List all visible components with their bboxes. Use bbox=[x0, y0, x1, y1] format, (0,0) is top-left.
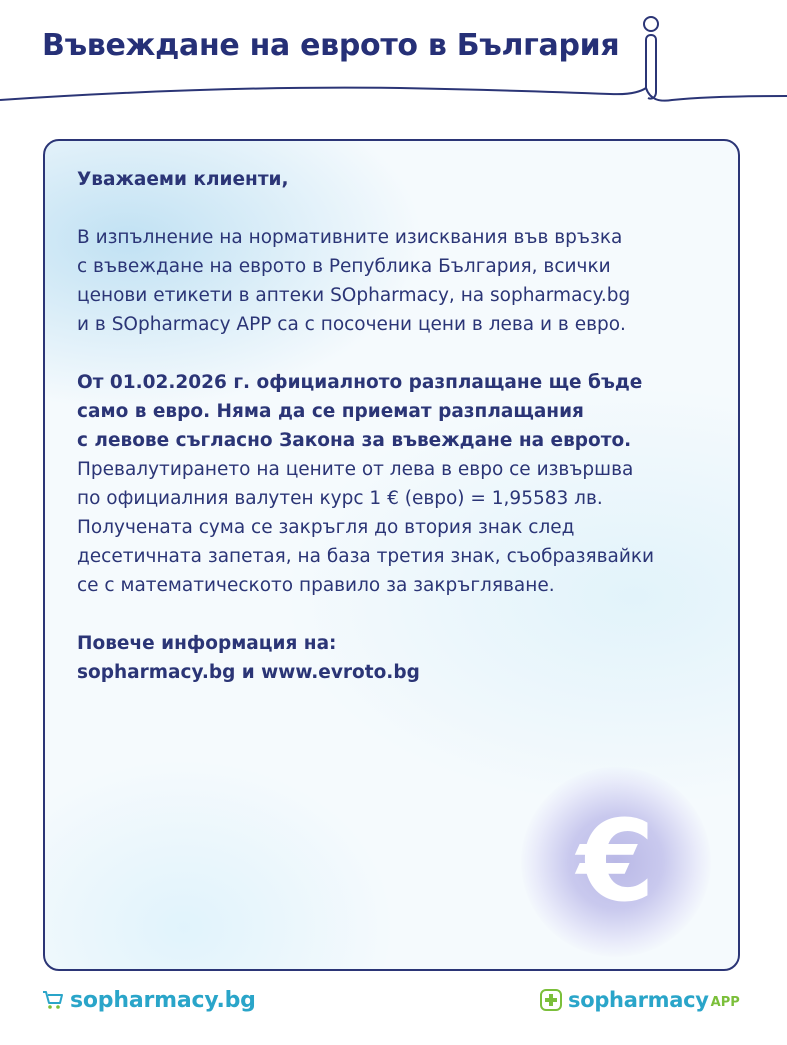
text-line: Получената сума се закръгля до втория знак след bbox=[77, 517, 575, 538]
website-brand-text: sopharmacy.bg bbox=[70, 987, 256, 1013]
text-line: се с математическото правило за закръгляване. bbox=[77, 575, 555, 596]
paragraph-euro-payment bbox=[77, 368, 717, 600]
text-line: с въвеждане на еврото в Република България, всички bbox=[77, 256, 611, 277]
shopping-cart-icon bbox=[42, 990, 64, 1010]
app-suffix-text: APP bbox=[710, 995, 740, 1010]
euro-icon: € bbox=[577, 797, 655, 927]
page-title: Въвеждане на еврото в България bbox=[42, 28, 620, 63]
bold-text-line: само в евро. Няма да се приемат разплащания bbox=[77, 401, 584, 422]
footer-app-logo bbox=[540, 984, 740, 1016]
text-line: В изпълнение на нормативните изисквания във връзка bbox=[77, 227, 623, 248]
text-line: и в SOpharmacy APP са с посочени цени в лева и в евро. bbox=[77, 314, 626, 335]
pharmacy-cross-icon bbox=[540, 989, 562, 1011]
bold-text-line: с левове съгласно Закона за въвеждане на еврото. bbox=[77, 430, 632, 451]
notice-card bbox=[43, 139, 740, 971]
paragraph-price-labels bbox=[77, 223, 717, 339]
more-info bbox=[77, 629, 717, 687]
text-line: по официалния валутен курс 1 € (евро) = 1,95583 лв. bbox=[77, 488, 603, 509]
greeting: Уважаеми клиенти, bbox=[77, 169, 289, 190]
text-line: ценови етикети в аптеки SOpharmacy, на sopharmacy.bg bbox=[77, 285, 631, 306]
more-info-label: Повече информация на: bbox=[77, 633, 337, 654]
notice-text bbox=[77, 165, 717, 716]
header bbox=[0, 0, 787, 110]
bold-text-line: От 01.02.2026 г. официалното разплащане ще бъде bbox=[77, 372, 643, 393]
euro-badge bbox=[521, 767, 711, 957]
text-line: десетичната запетая, на база третия знак, съобразявайки bbox=[77, 546, 655, 567]
more-info-links: sopharmacy.bg и www.evroto.bg bbox=[77, 662, 420, 683]
text-line: Превалутирането на цените от лева в евро се извършва bbox=[77, 459, 634, 480]
footer-website-logo bbox=[42, 984, 256, 1016]
app-brand-text: sopharmacy bbox=[568, 988, 709, 1012]
